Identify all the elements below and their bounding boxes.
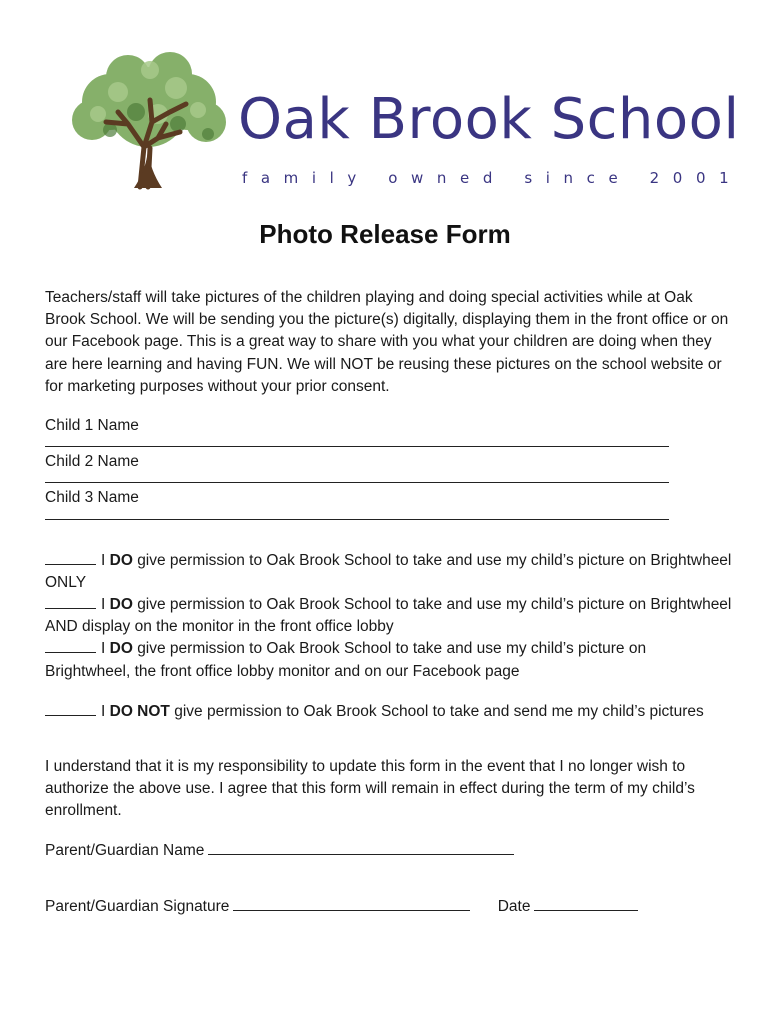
child-name-label: Child 2 Name: [45, 453, 139, 471]
school-logo: [58, 52, 743, 197]
date-line[interactable]: [534, 896, 638, 911]
parent-signature-label: Parent/Guardian Signature: [45, 897, 230, 915]
permission-option: I DO NOT give permission to Oak Brook School to take and send me my child’s pictures: [45, 701, 735, 723]
parent-name-field[interactable]: [45, 840, 735, 862]
option-check-blank[interactable]: [45, 638, 96, 653]
signature-row: [45, 896, 735, 918]
option-emphasis: DO: [109, 551, 133, 569]
oak-tree-icon: [58, 52, 236, 197]
form-title: Photo Release Form: [259, 219, 511, 249]
date-label: Date: [497, 897, 531, 915]
parent-name-line[interactable]: [208, 840, 514, 855]
option-check-blank[interactable]: [45, 550, 96, 565]
child-name-line[interactable]: [45, 437, 669, 447]
option-text: give permission to Oak Brook School to take and use my child’s picture on Brightwheel AND display on the monitor in the front office lobby: [45, 596, 732, 636]
permission-option: I DO give permission to Oak Brook School to take and use my child’s picture on Brightwheel AND display on the monitor in the front office lobby: [45, 596, 732, 636]
option-emphasis: DO: [109, 596, 133, 614]
option-text: give permission to Oak Brook School to take and use my child’s picture on Brightwheel, the front office lobby monitor and on our Facebook page: [45, 640, 647, 680]
parent-name-label: Parent/Guardian Name: [45, 841, 205, 859]
permission-option: I DO give permission to Oak Brook School to take and use my child’s picture on Brightwheel ONLY: [45, 551, 732, 591]
option-text: give permission to Oak Brook School to take and send me my child’s pictures: [174, 702, 704, 720]
child-name-field[interactable]: [45, 487, 735, 519]
option-check-blank[interactable]: [45, 594, 96, 609]
child-name-field[interactable]: [45, 451, 735, 483]
school-name: Oak Brook School: [238, 87, 740, 152]
child-name-label: Child 1 Name: [45, 417, 139, 435]
form-body: [45, 287, 735, 918]
child-name-line[interactable]: [45, 510, 669, 520]
school-tagline: family owned since 2001: [242, 169, 743, 187]
child-name-label: Child 3 Name: [45, 489, 139, 507]
option-emphasis: DO: [109, 640, 133, 658]
option-check-blank[interactable]: [45, 701, 96, 716]
child-name-field[interactable]: [45, 415, 735, 447]
acknowledgement-paragraph: I understand that it is my responsibility to update this form in the event that I no longer wish to authorize the above use. I agree that this form will remain in effect during the term of my child’s enrollment.: [45, 758, 695, 820]
permission-option: I DO give permission to Oak Brook School to take and use my child’s picture on Brightwheel, the front office lobby monitor and on our Facebook page: [45, 640, 647, 680]
child-name-line[interactable]: [45, 473, 669, 483]
parent-signature-line[interactable]: [233, 896, 470, 911]
option-emphasis: DO NOT: [109, 702, 170, 720]
option-text: give permission to Oak Brook School to take and use my child’s picture on Brightwheel ONLY: [45, 551, 732, 591]
intro-paragraph: Teachers/staff will take pictures of the children playing and doing special activities while at Oak Brook School. We will be sending you the picture(s) digitally, displaying them in the front office or on our Facebook page. This is a great way to share with you what your children are doing when they are here learning and having FUN. We will NOT be reusing these pictures on the school website or for marketing purposes without your prior consent.: [45, 289, 729, 395]
